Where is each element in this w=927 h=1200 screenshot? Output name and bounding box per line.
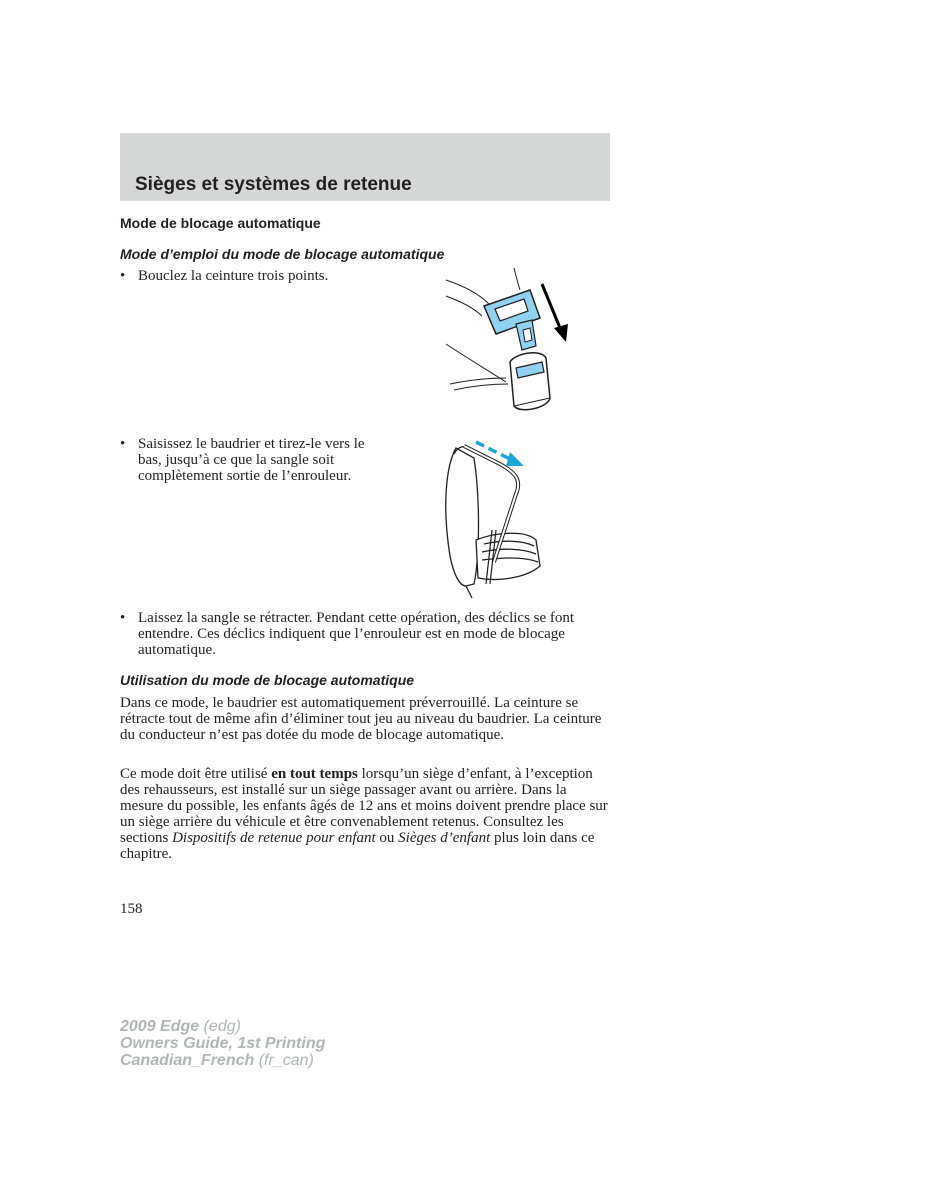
page-number: 158	[120, 901, 143, 917]
list-item-text: Bouclez la ceinture trois points.	[138, 268, 329, 284]
section-title: Mode de blocage automatique	[120, 215, 321, 231]
bullet-icon: •	[120, 610, 126, 626]
page-title: Sièges et systèmes de retenue	[135, 174, 412, 195]
cross-reference: Sièges d’enfant	[398, 830, 491, 846]
footer: 2009 Edge (edg) Owners Guide, 1st Printing Canadian_French (fr_can)	[120, 1018, 326, 1069]
bullet-icon: •	[120, 436, 126, 452]
buckle-illustration	[444, 266, 584, 416]
cross-reference: Dispositifs de retenue pour enfant	[172, 830, 376, 846]
list-item-text: Saisissez le baudrier et tirez-le vers le bas, jusqu’à ce que la sangle soit complètement sortie de l’enrouleur.	[138, 436, 365, 484]
latch-plate	[484, 290, 540, 350]
insert-arrow-icon	[542, 284, 568, 342]
list-item	[120, 610, 612, 658]
emphasis: en tout temps	[271, 766, 358, 782]
buckle-receiver	[510, 353, 550, 410]
subsection-title-usage: Mode d’emploi du mode de blocage automatique	[120, 246, 445, 262]
seat-back	[446, 448, 479, 586]
paragraph: Dans ce mode, le baudrier est automatiquement préverrouillé. La ceinture se rétracte tout de même afin d’éliminer tout jeu au niveau du baudrier. La ceinture du conducteur n’est pas dotée du mode de blocage automatique.	[120, 695, 602, 743]
seat-cushion	[476, 533, 540, 579]
list-item	[120, 436, 365, 484]
paragraph: Ce mode doit être utilisé en tout temps lorsqu’un siège d’enfant, à l’exception des rehausseurs, est installé sur un siège passager avant ou arrière. Dans la mesure du possible, les enfants âgés de 12 ans et moins doivent prendre place sur un siège arrière du véhicule et être convenablement retenus. Consultez les sections Dispositifs de retenue pour enfant ou Sièges d’enfant plus loin dans ce chapitre.	[120, 766, 608, 862]
list-item	[120, 268, 360, 284]
list-item-text: Laissez la sangle se rétracter. Pendant cette opération, des déclics se font entendre. Ces déclics indiquent que l’enrouleur est en mode de blocage automatique.	[138, 610, 575, 658]
seat-belt-illustration	[436, 436, 546, 598]
bullet-icon: •	[120, 268, 126, 284]
subsection-title-use: Utilisation du mode de blocage automatique	[120, 672, 415, 688]
